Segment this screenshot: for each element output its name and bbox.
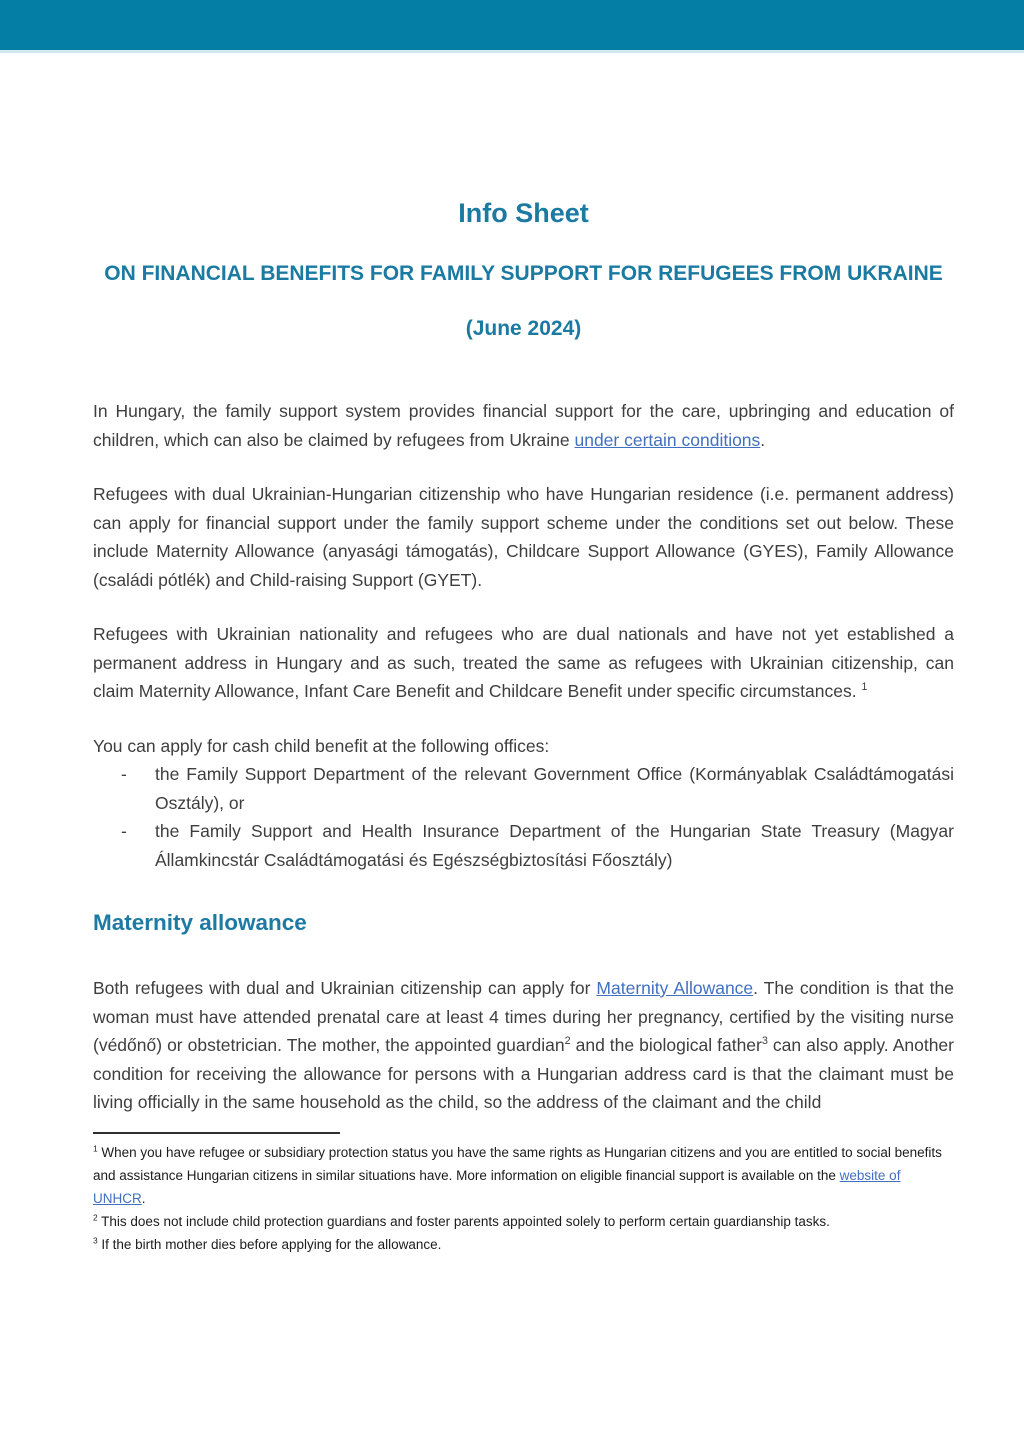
bullet-dash: - xyxy=(121,764,127,784)
footnote-ref: 2 xyxy=(93,1212,98,1222)
footnote-ref: 3 xyxy=(761,1035,768,1048)
footnote-ref: 1 xyxy=(861,681,868,694)
bullet-dash: - xyxy=(121,821,127,841)
inline-link[interactable]: website of UNHCR xyxy=(93,1167,901,1206)
header-bar xyxy=(0,0,1024,53)
footnote-1: $^1$ When you have refugee or subsidiary protection status you have the same rights as Hungarian citizens and you are entitled to social benefits and assistance Hungarian citizens in similar situations have. More information on eligible financial support is available on the website of UNHCR. xyxy=(93,1143,942,1206)
document-page xyxy=(0,197,1024,1256)
section-heading-maternity-allowance: Maternity allowance xyxy=(93,910,307,935)
page-title: Info Sheet xyxy=(458,198,589,228)
footnote-2: $^2$ This does not include child protection guardians and foster parents appointed solely to perform certain guardianship tasks. xyxy=(93,1212,830,1229)
footnote-ref: 3 xyxy=(93,1235,98,1245)
footnote-separator xyxy=(93,1132,340,1134)
footnote-ref: 2 xyxy=(564,1035,571,1048)
date-line: (June 2024) xyxy=(465,317,582,340)
footnotes-section xyxy=(93,1141,954,1256)
paragraph-maternity-conditions: Both refugees with dual and Ukrainian citizenship can apply for Maternity Allowance. The condition is that the woman must have attended prenatal care at least 4 times during her pregnancy, certified by the visiting nurse (védőnő) or obstetrician. The mother, the appointed guardian$^2$ and the biological father$^3$ can also apply. Another condition for receiving the allowance for persons with a Hungarian address card is that the claimant must be living officially in the same household as the child, so the address of the claimant and the child xyxy=(93,978,954,1112)
inline-link[interactable]: Maternity Allowance xyxy=(596,978,754,998)
footnote-ref: 1 xyxy=(93,1143,98,1153)
list-item-text: the Family Support Department of the relevant Government Office (Kormányablak Családtámogatási Osztály), or xyxy=(155,764,954,813)
paragraph-ukrainian-nationality: Refugees with Ukrainian nationality and refugees who are dual nationals and have not yet established a permanent address in Hungary and as such, treated the same as refugees with Ukrainian citizenship, can claim Maternity Allowance, Infant Care Benefit and Childcare Benefit under specific circumstances. $^1$ xyxy=(93,624,954,701)
page-subtitle: ON FINANCIAL BENEFITS FOR FAMILY SUPPORT FOR REFUGEES FROM UKRAINE xyxy=(104,262,943,285)
list-item-text: the Family Support and Health Insurance Department of the Hungarian State Treasury (Magyar Államkincstár Családtámogatási és Egészségbiztosítási Főosztály) xyxy=(155,821,954,870)
inline-link[interactable]: under certain conditions xyxy=(574,429,761,450)
offices-list xyxy=(93,760,954,874)
footnote-3: $^3$ If the birth mother dies before applying for the allowance. xyxy=(93,1235,442,1252)
list-item xyxy=(93,760,954,817)
paragraph-dual-citizenship: Refugees with dual Ukrainian-Hungarian citizenship who have Hungarian residence (i.e. permanent address) can apply for financial support under the family support scheme under the conditions set out below. These include Maternity Allowance (anyasági támogatás), Childcare Support Allowance (GYES), Family Allowance (családi pótlék) and Child-raising Support (GYET). xyxy=(93,484,954,590)
offices-intro: You can apply for cash child benefit at the following offices: xyxy=(93,735,550,756)
list-item xyxy=(93,817,954,874)
paragraph-intro: In Hungary, the family support system provides financial support for the care, upbringing and education of children, which can also be claimed by refugees from Ukraine under certain conditions. xyxy=(93,401,954,450)
